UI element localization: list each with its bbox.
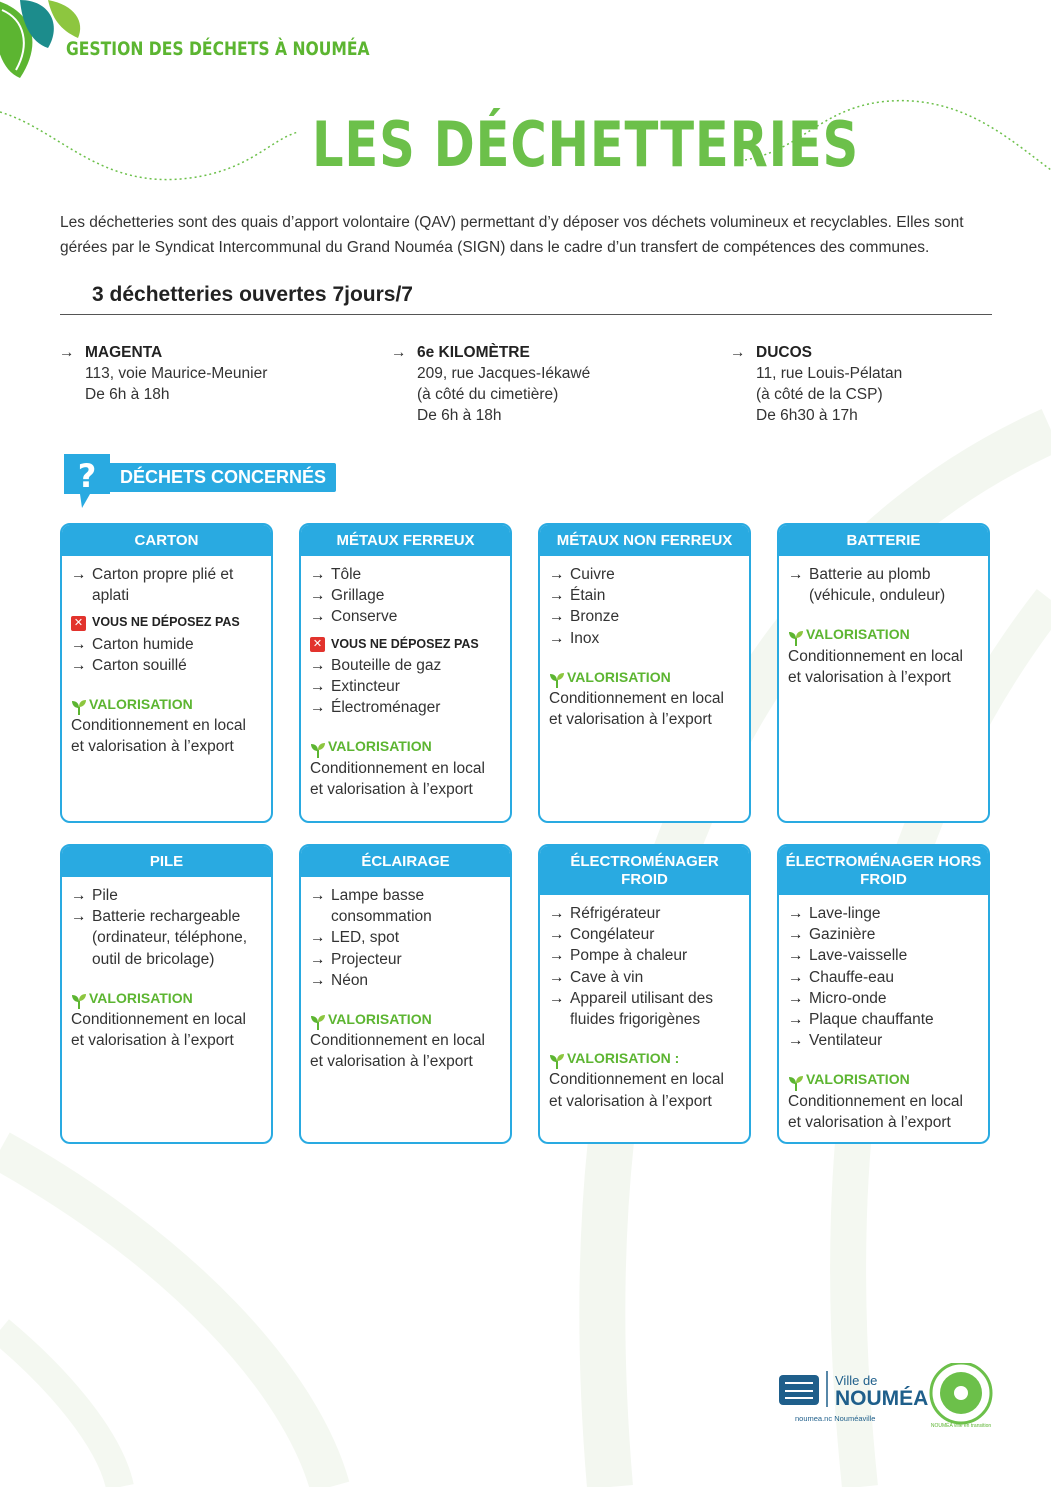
accepted-list [549,564,741,649]
waste-card-8 [777,844,990,1144]
list-item: → Lampe basse consommation [310,885,502,927]
arrow-icon: → [59,344,75,361]
card-title: ÉLECTROMÉNAGER HORS FROID [779,846,988,895]
accepted-list [310,564,502,628]
waste-card-6 [299,844,512,1144]
page-title: LES DÉCHETTERIES [312,108,860,181]
waste-card-3 [538,523,751,823]
card-title: CARTON [62,525,271,556]
waste-card-4 [777,523,990,823]
ville-de-noumea-logo [775,1363,995,1431]
list-item: → Lave-linge [788,903,980,924]
valorisation-block [788,1069,980,1133]
forbidden-icon: ✕ [310,637,325,652]
site-address: 11, rue Louis-Pélatan [756,365,903,382]
valorisation-block [310,736,502,800]
warning-text: VOUS NE DÉPOSEZ PAS [92,615,240,630]
list-item: → Tôle [310,564,502,585]
site-address: 209, rue Jacques-Iékawé [417,365,591,382]
card-body [62,556,271,764]
sprout-icon [71,699,87,715]
excluded-list [71,634,263,676]
accepted-list [71,564,263,606]
intro-paragraph: Les déchetteries sont des quais d’apport volontaire (QAV) permettant d’y déposer vos déchets volumineux et recyclables. Elles sont gérées par le Syndicat Intercommunal du Grand Nouméa (SIGN) dans le cadre d’un transfert de compétences des communes. [60,214,964,256]
card-title: BATTERIE [779,525,988,556]
valorisation-text: Conditionnement en local et valorisation à l’export [788,1092,963,1131]
ville-en-transition-seal [931,1363,992,1429]
valorisation-block [788,624,980,688]
list-item: → Grillage [310,585,502,606]
accepted-list [310,885,502,991]
site-6e-kilometre [391,342,591,426]
site-hours: De 6h à 18h [417,407,502,424]
valorisation-text: Conditionnement en local et valorisation à l’export [71,717,246,756]
site-hours: De 6h à 18h [85,386,170,403]
valorisation-block [71,694,263,758]
site-hours: De 6h30 à 17h [756,407,858,424]
site-name: 6e KILOMÈTRE [417,344,530,361]
valorisation-title [71,988,263,1009]
list-item: → Carton souillé [71,655,263,676]
list-item: → Batterie au plomb (véhicule, onduleur) [788,564,980,606]
excluded-list [310,655,502,719]
svg-text:noumea.nc Nouméaville: noumea.nc Nouméaville [795,1414,876,1423]
list-item: → Micro-onde [788,988,980,1009]
list-item: → Carton propre plié et aplati [71,564,263,606]
list-item: → Extincteur [310,676,502,697]
city-crest-icon [779,1375,819,1405]
valorisation-title [788,1069,980,1090]
card-body [540,895,749,1118]
valorisation-text: Conditionnement en local et valorisation à l’export [71,1011,246,1050]
svg-text:NOUMÉA: NOUMÉA [835,1387,929,1410]
list-item: → Conserve [310,606,502,627]
valorisation-title [788,624,980,645]
card-title: PILE [62,846,271,877]
card-title: MÉTAUX FERREUX [301,525,510,556]
valorisation-title [310,1009,502,1030]
svg-text:?: ? [77,457,97,495]
list-item: → Électroménager [310,697,502,718]
list-item: → Projecteur [310,949,502,970]
list-item: → Appareil utilisant des fluides frigorigènes [549,988,741,1030]
valorisation-title-text: VALORISATION [89,989,193,1006]
waste-card-1 [60,523,273,823]
list-item: → Réfrigérateur [549,903,741,924]
list-item: → Néon [310,970,502,991]
list-item: → Cave à vin [549,967,741,988]
valorisation-title [71,694,263,715]
site-name: MAGENTA [85,344,163,361]
valorisation-title [310,736,502,757]
valorisation-text: Conditionnement en local et valorisation à l’export [310,759,485,798]
valorisation-title-text: VALORISATION : [567,1050,680,1067]
card-title: MÉTAUX NON FERREUX [540,525,749,556]
valorisation-title [549,1048,741,1069]
list-item: → Cuivre [549,564,741,585]
accepted-list [549,903,741,1030]
site-address: 113, voie Maurice-Meunier [85,365,268,382]
list-item: → Pile [71,885,263,906]
section-divider [60,314,992,315]
valorisation-block [71,988,263,1052]
sprout-icon [788,630,804,646]
sprout-icon [549,672,565,688]
site-address-note: (à côté du cimetière) [417,386,559,403]
forbidden-icon: ✕ [71,616,86,631]
list-item: → Chauffe-eau [788,967,980,988]
list-item: → Pompe à chaleur [549,945,741,966]
sprout-icon [788,1075,804,1091]
accepted-list [71,885,263,970]
list-item: → Batterie rechargeable (ordinateur, téléphone, outil de bricolage) [71,906,263,970]
site-address-note: (à côté de la CSP) [756,386,883,403]
valorisation-block [549,667,741,731]
site-ducos [730,342,903,426]
arrow-icon: → [391,344,407,361]
list-item: → Gazinière [788,924,980,945]
svg-text:Ville de: Ville de [835,1373,878,1388]
valorisation-title-text: VALORISATION [567,668,671,685]
dechets-concernes-badge [60,450,327,515]
warning-label [71,612,263,633]
arrow-icon: → [730,344,746,361]
valorisation-title-text: VALORISATION [806,626,910,643]
valorisation-title-text: VALORISATION [328,1011,432,1028]
valorisation-title-text: VALORISATION [806,1071,910,1088]
card-body [62,877,271,1057]
sprout-icon [549,1053,565,1069]
sprout-icon [310,742,326,758]
waste-card-7 [538,844,751,1144]
list-item: → Congélateur [549,924,741,945]
list-item: → Lave-vaisselle [788,945,980,966]
valorisation-text: Conditionnement en local et valorisation à l’export [310,1032,485,1071]
site-magenta [59,342,268,405]
warning-text: VOUS NE DÉPOSEZ PAS [331,636,479,651]
valorisation-title-text: VALORISATION [328,738,432,755]
accepted-list [788,564,980,606]
header-title: GESTION DES DÉCHETS À NOUMÉA [66,38,370,60]
sprout-icon [71,993,87,1009]
list-item: → Carton humide [71,634,263,655]
list-item: → Ventilateur [788,1030,980,1051]
valorisation-block [310,1009,502,1073]
card-body [540,556,749,736]
valorisation-text: Conditionnement en local et valorisation à l’export [788,647,963,686]
valorisation-text: Conditionnement en local et valorisation à l’export [549,690,724,729]
valorisation-title [549,667,741,688]
card-body [779,556,988,694]
list-item: → Étain [549,585,741,606]
waste-card-2 [299,523,512,823]
svg-text:NOUMÉA ville en transition: NOUMÉA ville en transition [930,1423,992,1429]
warning-label [310,634,502,655]
list-item: → Bronze [549,606,741,627]
list-item: → Inox [549,628,741,649]
waste-card-5 [60,844,273,1144]
card-title: ÉLECTROMÉNAGER FROID [540,846,749,895]
list-item: → Plaque chauffante [788,1009,980,1030]
site-name: DUCOS [756,344,812,361]
sites-section-title: 3 déchetteries ouvertes 7jours/7 [92,283,413,306]
card-body [779,895,988,1139]
valorisation-text: Conditionnement en local et valorisation à l’export [549,1071,724,1110]
valorisation-block [549,1048,741,1112]
valorisation-title-text: VALORISATION [89,696,193,713]
sprout-icon [310,1014,326,1030]
card-body [301,556,510,806]
card-body [301,877,510,1079]
accepted-list [788,903,980,1051]
list-item: → Bouteille de gaz [310,655,502,676]
list-item: → LED, spot [310,927,502,948]
badge-label: DÉCHETS CONCERNÉS [106,463,336,492]
card-title: ÉCLAIRAGE [301,846,510,877]
